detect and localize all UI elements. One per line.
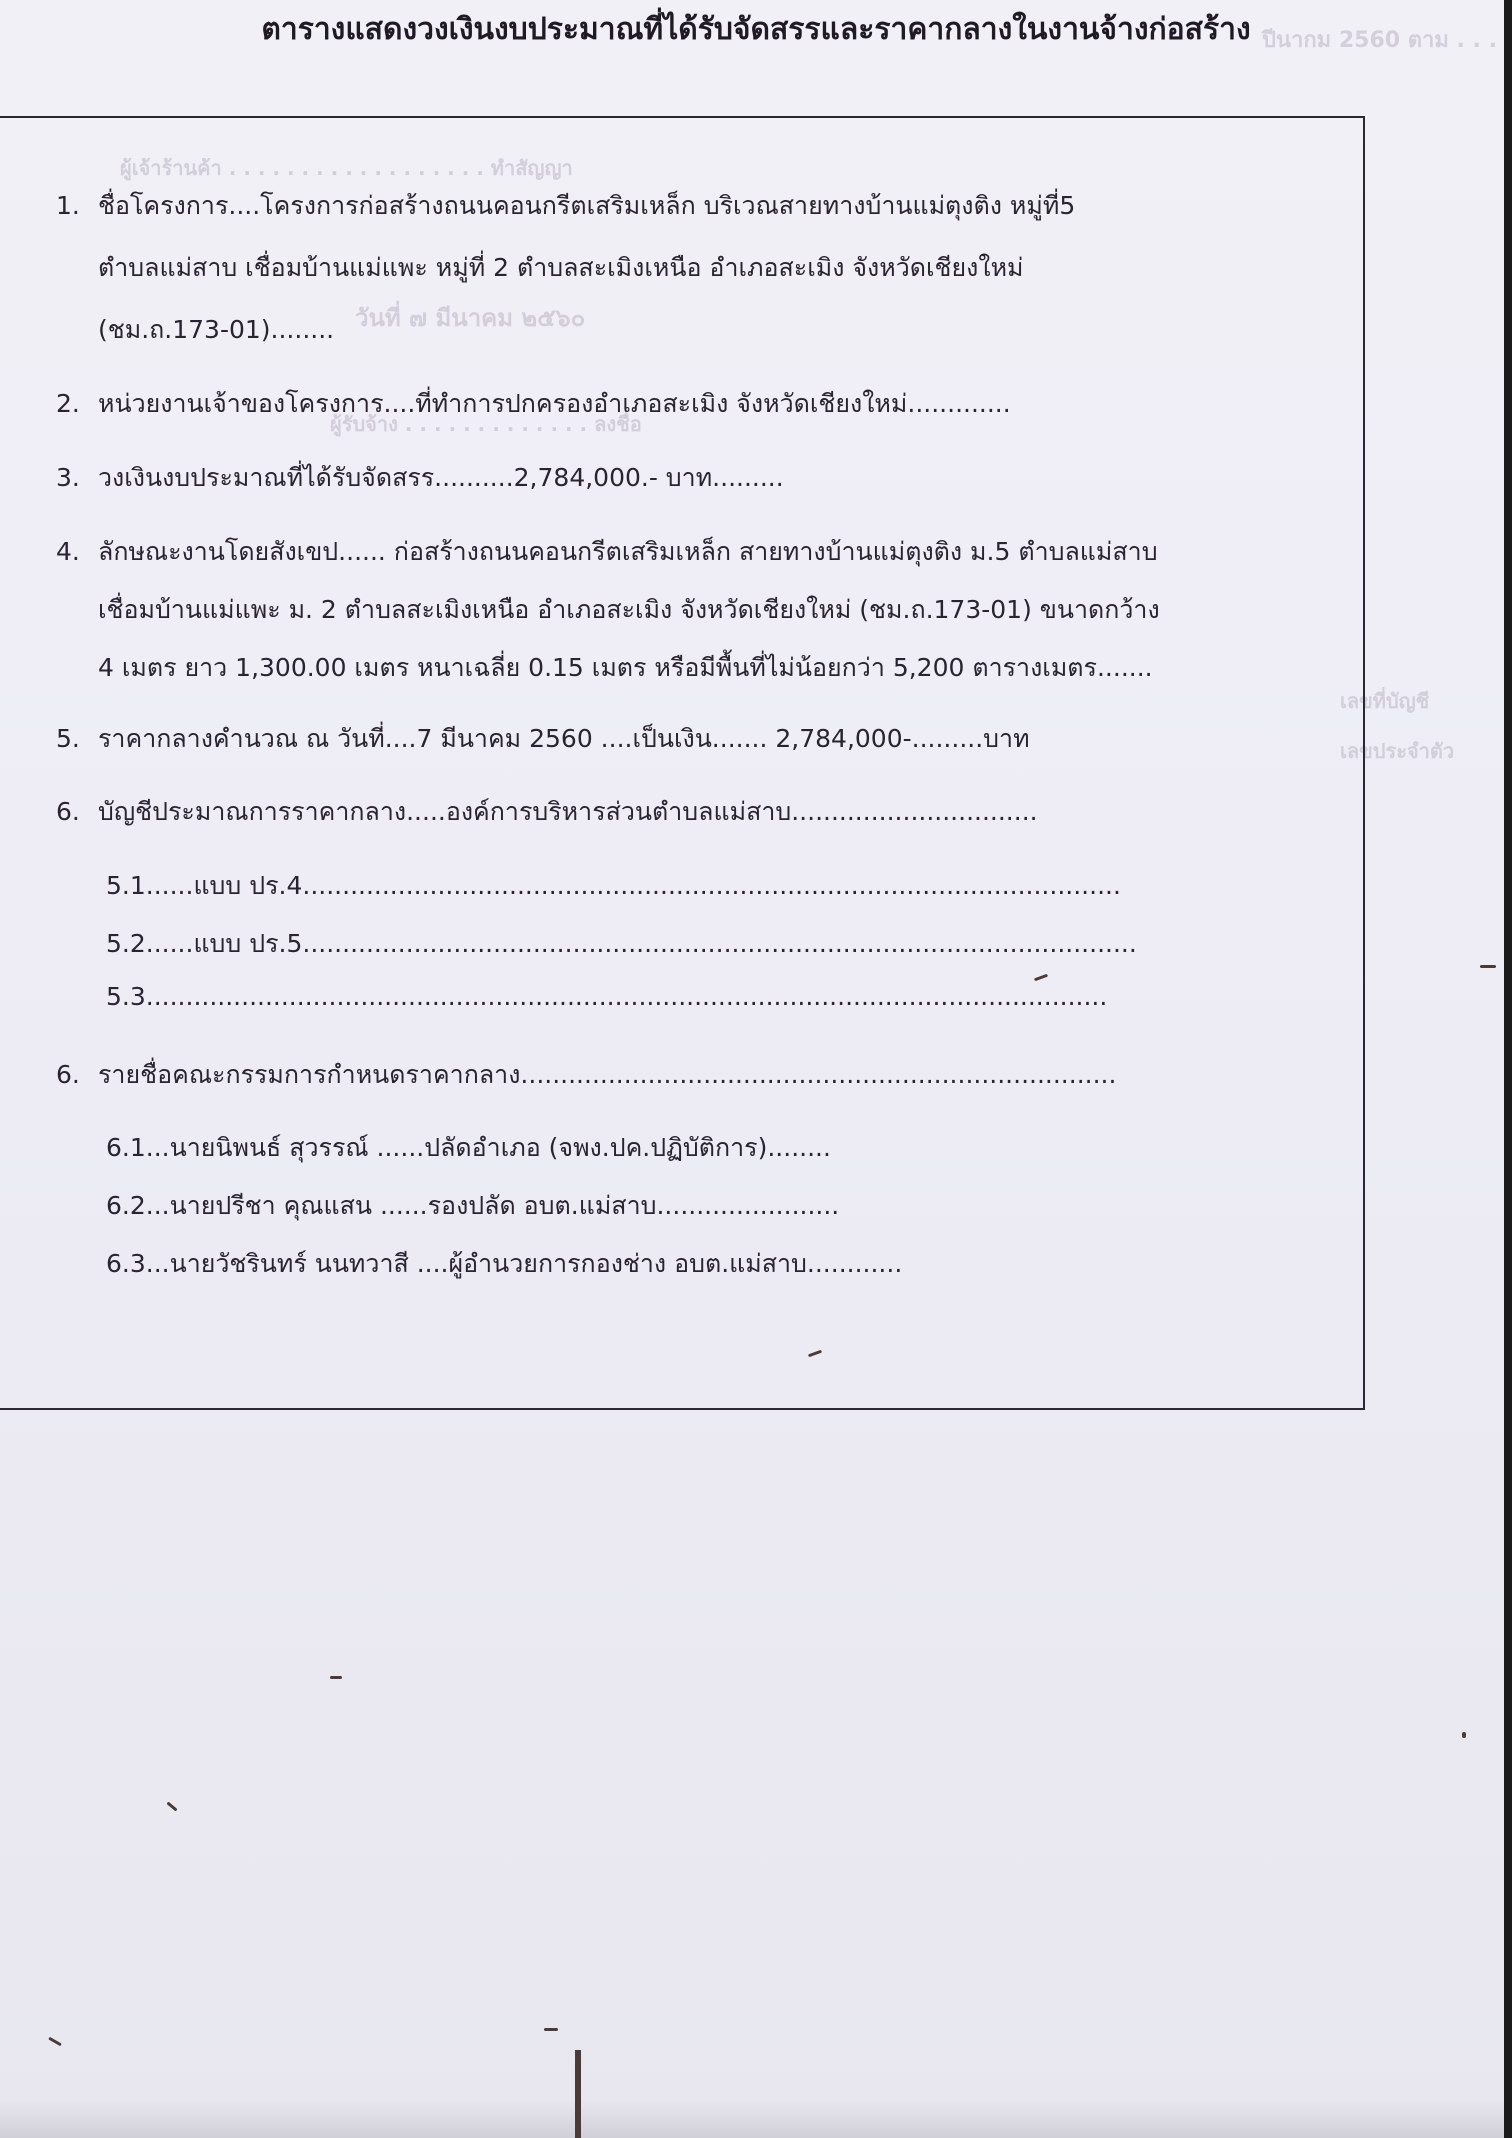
bleed-through-text: ผู้เจ้าร้านค้า . . . . . . . . . . . . . . . . . . ทำสัญญา [120, 156, 573, 180]
item-5 [56, 719, 1030, 759]
item-text: ลักษณะงานโดยสังเขป...... ก่อสร้างถนนคอนกรีตเสริมเหล็ก สายทางบ้านแม่ตุงติง ม.5 ตำบลแม่สาบ [98, 537, 1158, 566]
item-4 [56, 532, 1158, 572]
item-text: ราคากลางคำนวณ ณ วันที่....7 มีนาคม 2560 ....เป็นเงิน....... 2,784,000-.........บาท [98, 724, 1030, 753]
sub-item: 5.2......แบบ ปร.5......................................................................................................... [106, 929, 1137, 958]
item-1 [56, 186, 1075, 226]
scan-speck [544, 2028, 558, 2031]
bleed-through-text: เลขประจำตัว [1340, 739, 1455, 763]
scan-edge-mark [575, 2050, 581, 2138]
committee-member: 6.2...นายปรีชา คุณแสน ......รองปลัด อบต.แม่สาบ....................... [106, 1191, 840, 1220]
item-number: 5. [56, 724, 80, 753]
item-number: 1. [56, 191, 80, 220]
item-text: ชื่อโครงการ....โครงการก่อสร้างถนนคอนกรีตเสริมเหล็ก บริเวณสายทางบ้านแม่ตุงติง หมู่ที่5 [98, 191, 1076, 220]
scan-edge [1504, 0, 1512, 2138]
item-committee [56, 1055, 1116, 1095]
item-4-continuation: เชื่อมบ้านแม่แพะ ม. 2 ตำบลสะเมิงเหนือ อำเภอสะเมิง จังหวัดเชียงใหม่ (ชม.ถ.173-01) ขนาดกว้าง [98, 595, 1160, 624]
item-text: รายชื่อคณะกรรมการกำหนดราคากลาง........................................................................... [98, 1060, 1117, 1089]
bleed-through-text: ผู้รับจ้าง . . . . . . . . . . . . . ลงชื่อ [330, 412, 642, 436]
item-number: 2. [56, 389, 80, 418]
item-4-continuation: 4 เมตร ยาว 1,300.00 เมตร หนาเฉลี่ย 0.15 เมตร หรือมีพื้นที่ไม่น้อยกว่า 5,200 ตารางเมตร....... [98, 653, 1153, 682]
item-1-continuation: (ชม.ถ.173-01)........ [98, 315, 335, 344]
scan-speck [1462, 1732, 1466, 1738]
scan-speck [330, 1676, 342, 1679]
committee-member: 6.3...นายวัชรินทร์ นนทวาสี ....ผู้อำนวยการกองช่าง อบต.แม่สาบ............ [106, 1249, 903, 1278]
item-number: 6. [56, 1060, 80, 1089]
item-text: วงเงินงบประมาณที่ได้รับจัดสรร..........2,784,000.- บาท......... [98, 463, 784, 492]
scan-speck [1480, 965, 1496, 968]
scan-shadow [0, 2100, 1512, 2138]
item-number: 4. [56, 537, 80, 566]
item-3 [56, 458, 784, 498]
item-text: บัญชีประมาณการราคากลาง.....องค์การบริหารส่วนตำบลแม่สาบ............................... [98, 797, 1038, 826]
item-2 [56, 384, 1011, 424]
item-1-continuation: ตำบลแม่สาบ เชื่อมบ้านแม่แพะ หมู่ที่ 2 ตำบลสะเมิงเหนือ อำเภอสะเมิง จังหวัดเชียงใหม่ [98, 253, 1024, 282]
sub-item: 5.3......................................................................................................................... [106, 982, 1108, 1011]
bleed-through-text: วันที่ ๗ มีนาคม ๒๕๖๐ [355, 304, 586, 332]
bleed-through-text: เลขที่บัญชี [1340, 689, 1430, 713]
document-title: ตารางแสดงวงเงินงบประมาณที่ได้รับจัดสรรและราคากลางในงานจ้างก่อสร้าง [261, 12, 1251, 47]
item-number: 3. [56, 463, 80, 492]
item-6 [56, 792, 1038, 832]
bleed-through-text: ปีนากม 2560 ตาม . . . [1262, 28, 1497, 53]
committee-member: 6.1...นายนิพนธ์ สุวรรณ์ ......ปลัดอำเภอ (จพง.ปค.ปฏิบัติการ)........ [106, 1133, 831, 1162]
item-number: 6. [56, 797, 80, 826]
item-text: หน่วยงานเจ้าของโครงการ....ที่ทำการปกครองอำเภอสะเมิง จังหวัดเชียงใหม่............. [98, 389, 1011, 418]
sub-item: 5.1......แบบ ปร.4....................................................................................................... [106, 871, 1121, 900]
